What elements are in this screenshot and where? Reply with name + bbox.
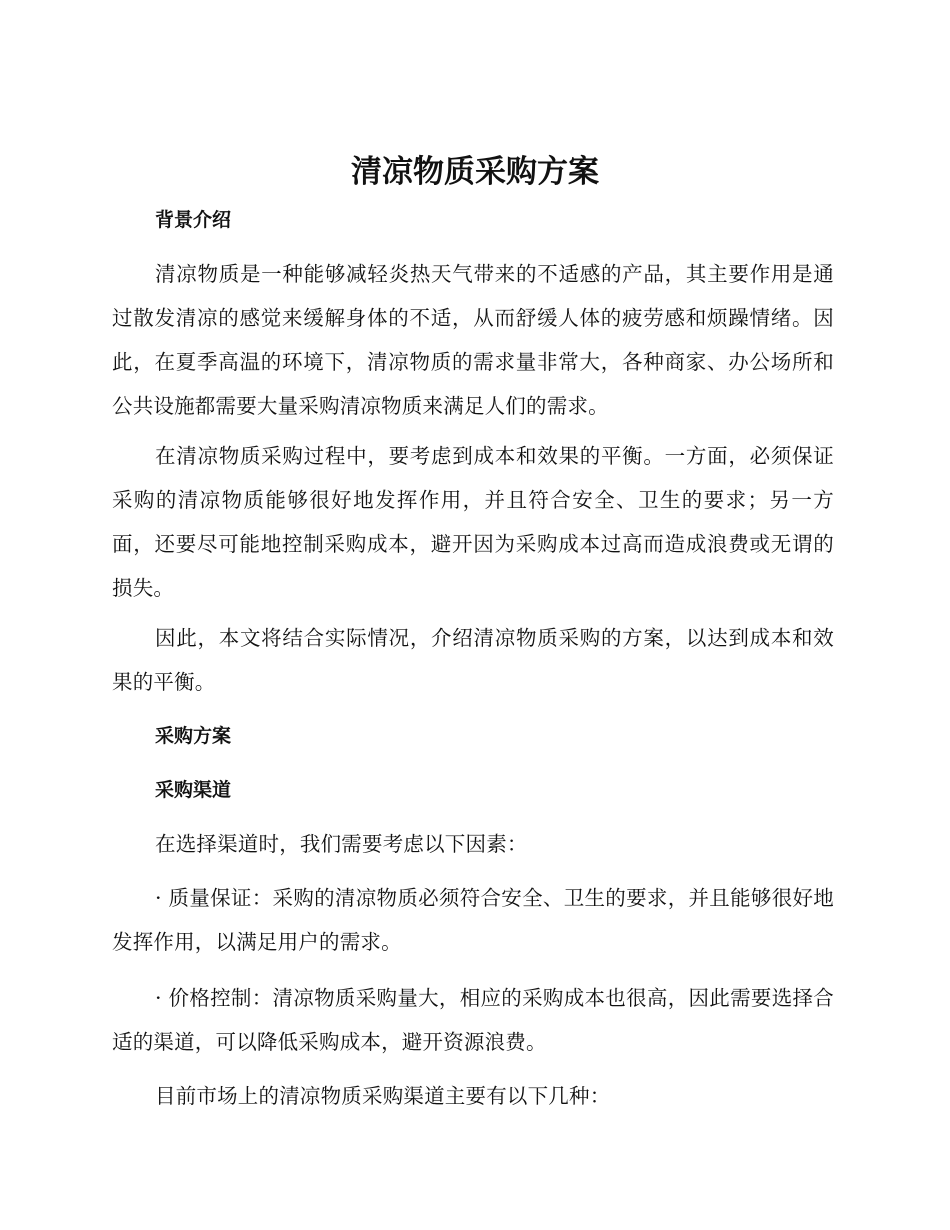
background-paragraph-1: 清凉物质是一种能够减轻炎热天气带来的不适感的产品，其主要作用是通过散发清凉的感觉来缓解身体的不适，从而舒缓人体的疲劳感和烦躁情绪。因此，在夏季高温的环境下，清凉物质的需求量非常大，各种商家、办公场所和公共设施都需要大量采购清凉物质来满足人们的需求。 [112, 262, 834, 418]
channel-heading: 采购渠道 [155, 779, 232, 801]
background-paragraph-3: 因此，本文将结合实际情况，介绍清凉物质采购的方案，以达到成本和效果的平衡。 [112, 626, 834, 694]
factor-quality-item: · 质量保证：采购的清凉物质必须符合安全、卫生的要求，并且能够很好地发挥作用，以满足用户的需求。 [112, 886, 834, 954]
factor-price-item: · 价格控制：清凉物质采购量大，相应的采购成本也很高，因此需要选择合适的渠道，可以降低采购成本，避开资源浪费。 [112, 986, 834, 1054]
channel-intro-paragraph: 在选择渠道时，我们需要考虑以下因素： [155, 832, 528, 856]
channels-intro-paragraph: 目前市场上的清凉物质采购渠道主要有以下几种： [155, 1084, 611, 1108]
background-heading: 背景介绍 [155, 209, 232, 231]
plan-heading: 采购方案 [155, 725, 232, 747]
document-title: 清凉物质采购方案 [351, 154, 599, 190]
background-paragraph-2: 在清凉物质采购过程中，要考虑到成本和效果的平衡。一方面，必须保证采购的清凉物质能够很好地发挥作用，并且符合安全、卫生的要求；另一方面，还要尽可能地控制采购成本，避开因为采购成本过高而造成浪费或无谓的损失。 [112, 444, 834, 600]
